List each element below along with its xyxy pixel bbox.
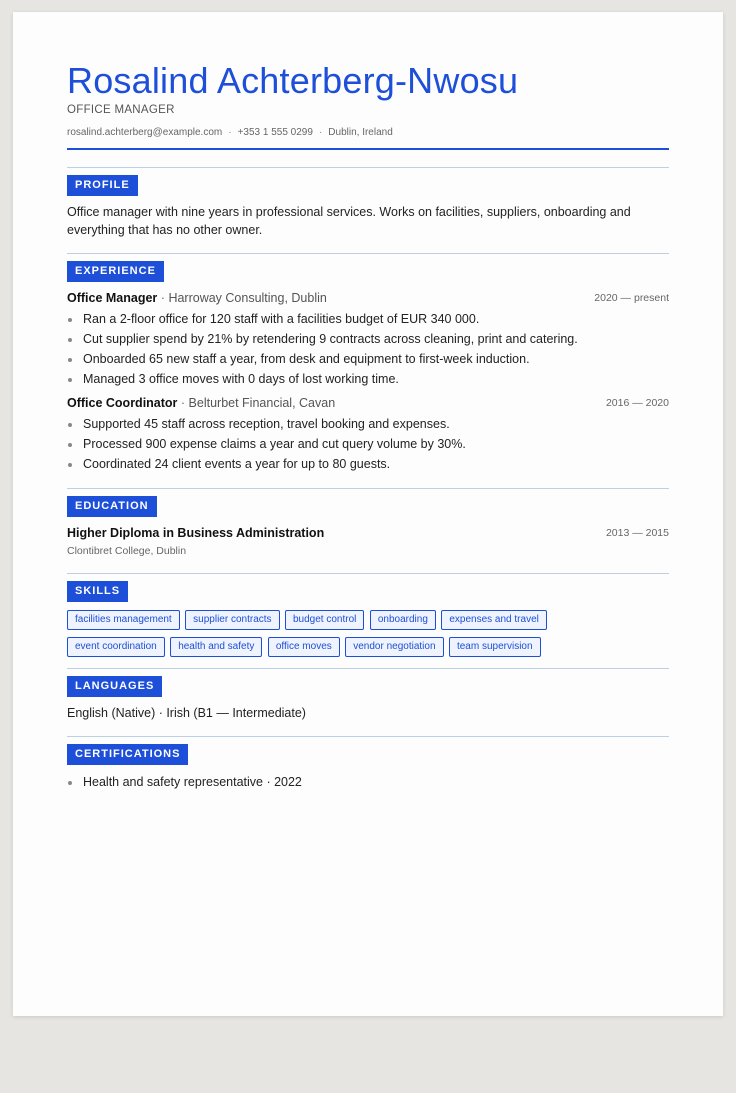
candidate-name: Rosalind Achterberg-Nwosu (67, 60, 519, 101)
certifications-section (67, 736, 669, 792)
separator: · (180, 396, 189, 410)
skill-chip: supplier contracts (185, 610, 279, 630)
degree: Higher Diploma in Business Administration (67, 526, 325, 540)
job-header (67, 395, 669, 411)
education-header (67, 525, 669, 541)
skill-chip: team supervision (449, 637, 541, 657)
bullet-item: Onboarded 65 new staff a year, from desk and equipment to first-week induction. (67, 349, 669, 369)
job-bullets (67, 309, 669, 389)
separator: · (160, 291, 169, 305)
certification-item: Health and safety representative · 2022 (67, 772, 669, 792)
job-role: Office Manager (67, 291, 158, 305)
bullet-item: Processed 900 expense claims a year and cut query volume by 30%. (67, 434, 669, 454)
skill-chip: expenses and travel (441, 610, 547, 630)
section-divider (67, 573, 669, 574)
certifications-heading: CERTIFICATIONS (67, 744, 188, 765)
section-divider (67, 167, 669, 168)
resume-page (13, 12, 723, 1016)
skill-chip: health and safety (170, 637, 262, 657)
location: Dublin, Ireland (328, 127, 393, 138)
email-link[interactable]: rosalind.achterberg@example.com (67, 127, 223, 138)
skill-chip: budget control (285, 610, 364, 630)
education-heading: EDUCATION (67, 496, 157, 517)
job-header (67, 290, 669, 306)
certification-list (67, 772, 669, 792)
skill-chip: onboarding (370, 610, 436, 630)
job-organization: Harroway Consulting, Dublin (168, 291, 327, 305)
bullet-item: Supported 45 staff across reception, travel booking and expenses. (67, 414, 669, 434)
job-bullets (67, 414, 669, 474)
job-dates: 2016 — 2020 (605, 397, 669, 409)
header-divider (67, 148, 669, 150)
section-divider (67, 488, 669, 489)
skills-section (67, 573, 669, 663)
section-divider (67, 736, 669, 737)
experience-section (67, 253, 669, 474)
job-role: Office Coordinator (67, 396, 178, 410)
languages-heading: LANGUAGES (67, 676, 162, 697)
experience-heading: EXPERIENCE (67, 261, 164, 282)
skills-heading: SKILLS (67, 581, 128, 602)
skill-chip: office moves (268, 637, 340, 657)
education-section (67, 488, 669, 557)
profile-text: Office manager with nine years in professional services. Works on facilities, suppliers, onboarding and everything that has no other owner. (67, 205, 631, 237)
school: Clontibret College, Dublin (67, 545, 187, 557)
profile-heading: PROFILE (67, 175, 138, 196)
skill-chip: event coordination (67, 637, 165, 657)
job-dates: 2020 — present (594, 292, 669, 304)
separator: · (228, 127, 232, 138)
job-organization: Belturbet Financial, Cavan (188, 396, 336, 410)
separator: · (318, 127, 323, 138)
skill-chip: facilities management (67, 610, 180, 630)
bullet-item: Coordinated 24 client events a year for up to 80 guests. (67, 454, 669, 474)
skill-chips (67, 609, 669, 663)
section-divider (67, 668, 669, 669)
bullet-item: Managed 3 office moves with 0 days of lost working time. (67, 369, 669, 389)
job-title: OFFICE MANAGER (67, 104, 175, 116)
bullet-item: Ran a 2-floor office for 120 staff with a facilities budget of EUR 340 000. (67, 309, 669, 329)
job-entry (67, 395, 669, 474)
bullet-item: Cut supplier spend by 21% by retendering 9 contracts across cleaning, print and catering. (67, 329, 669, 349)
languages-section (67, 668, 669, 722)
section-divider (67, 253, 669, 254)
contact-line (67, 127, 393, 138)
profile-section (67, 167, 669, 239)
languages-text: English (Native) · Irish (B1 — Intermediate) (67, 706, 306, 720)
education-dates: 2013 — 2015 (605, 527, 669, 539)
job-entry (67, 290, 669, 389)
skill-chip: vendor negotiation (345, 637, 443, 657)
phone-number[interactable]: +353 1 555 0299 (237, 127, 313, 138)
